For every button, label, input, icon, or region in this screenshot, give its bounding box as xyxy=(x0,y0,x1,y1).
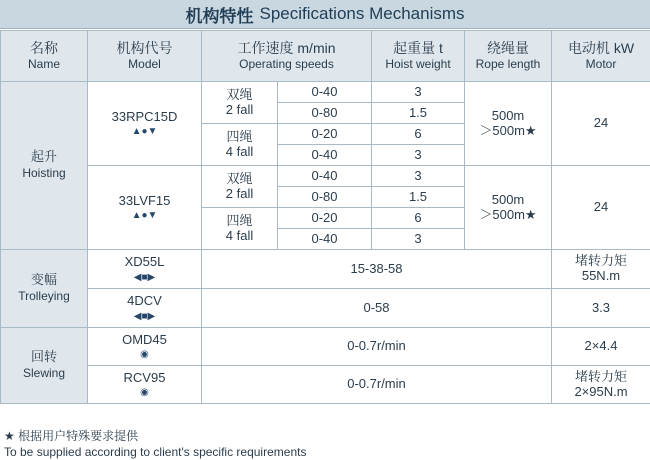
weight-cell: 1.5 xyxy=(372,103,465,124)
section-trolleying: 变幅 Trolleying xyxy=(1,250,88,328)
speed-cell: 0-40 xyxy=(278,145,372,166)
header-name: 名称 Name xyxy=(1,31,88,82)
table-row xyxy=(1,250,650,289)
table-row xyxy=(1,166,650,187)
speed-cell: 0-0.7r/min xyxy=(202,366,552,404)
model-cell: 4DCV ◀■▶ xyxy=(88,289,202,328)
footnote xyxy=(4,428,306,460)
fall-cell: 四绳 4 fall xyxy=(202,208,278,250)
speed-cell: 0-80 xyxy=(278,187,372,208)
weight-cell: 3 xyxy=(372,82,465,103)
motor-cell: 堵转力矩 55N.m xyxy=(552,250,650,289)
fall-cell: 双绳 2 fall xyxy=(202,166,278,208)
page-title xyxy=(0,0,650,29)
speed-cell: 15-38-58 xyxy=(202,250,552,289)
motor-cell: 堵转力矩 2×95N.m xyxy=(552,366,650,404)
table-row xyxy=(1,82,650,103)
rope-cell: 500m ＞500m★ xyxy=(465,166,552,250)
model-cell: RCV95 ◉ xyxy=(88,366,202,404)
rotate-icon: ◉ xyxy=(140,349,149,361)
header-model: 机构代号 Model xyxy=(88,31,202,82)
spec-table xyxy=(0,30,650,404)
table-row xyxy=(1,289,650,328)
weight-cell: 1.5 xyxy=(372,187,465,208)
header-rope: 绕绳量 Rope length xyxy=(465,31,552,82)
footnote-en: To be supplied according to client's specific requirements xyxy=(4,445,307,459)
speed-cell: 0-40 xyxy=(278,229,372,250)
header-weight: 起重量 t Hoist weight xyxy=(372,31,465,82)
motor-cell: 24 xyxy=(552,166,650,250)
weight-cell: 3 xyxy=(372,145,465,166)
speed-cell: 0-0.7r/min xyxy=(202,328,552,366)
model-cell: 33LVF15 ▲●▼ xyxy=(88,166,202,250)
rope-cell: 500m ＞500m★ xyxy=(465,82,552,166)
weight-cell: 3 xyxy=(372,229,465,250)
header-motor: 电动机 kW Motor xyxy=(552,31,650,82)
title-en: Specifications Mechanisms xyxy=(259,4,465,23)
section-slewing: 回转 Slewing xyxy=(1,328,88,404)
updown-icon: ▲●▼ xyxy=(131,210,158,222)
model-cell: XD55L ◀■▶ xyxy=(88,250,202,289)
speed-cell: 0-20 xyxy=(278,208,372,229)
motor-cell: 2×4.4 xyxy=(552,328,650,366)
speed-cell: 0-80 xyxy=(278,103,372,124)
rotate-icon: ◉ xyxy=(140,387,149,399)
left-right-icon: ◀■▶ xyxy=(133,310,156,322)
table-row xyxy=(1,328,650,366)
footnote-zh: ★ 根据用户特殊要求提供 xyxy=(4,429,139,443)
left-right-icon: ◀■▶ xyxy=(133,271,156,283)
fall-cell: 双绳 2 fall xyxy=(202,82,278,124)
table-row xyxy=(1,366,650,404)
title-zh: 机构特性 xyxy=(185,6,254,26)
header-speed: 工作速度 m/min Operating speeds xyxy=(202,31,372,82)
fall-cell: 四绳 4 fall xyxy=(202,124,278,166)
speed-cell: 0-40 xyxy=(278,82,372,103)
header-row xyxy=(1,31,650,82)
speed-cell: 0-58 xyxy=(202,289,552,328)
motor-cell: 3.3 xyxy=(552,289,650,328)
weight-cell: 3 xyxy=(372,166,465,187)
motor-cell: 24 xyxy=(552,82,650,166)
speed-cell: 0-20 xyxy=(278,124,372,145)
updown-icon: ▲●▼ xyxy=(131,126,158,138)
model-cell: OMD45 ◉ xyxy=(88,328,202,366)
weight-cell: 6 xyxy=(372,124,465,145)
speed-cell: 0-40 xyxy=(278,166,372,187)
section-hoisting: 起升 Hoisting xyxy=(1,82,88,250)
model-cell: 33RPC15D ▲●▼ xyxy=(88,82,202,166)
weight-cell: 6 xyxy=(372,208,465,229)
